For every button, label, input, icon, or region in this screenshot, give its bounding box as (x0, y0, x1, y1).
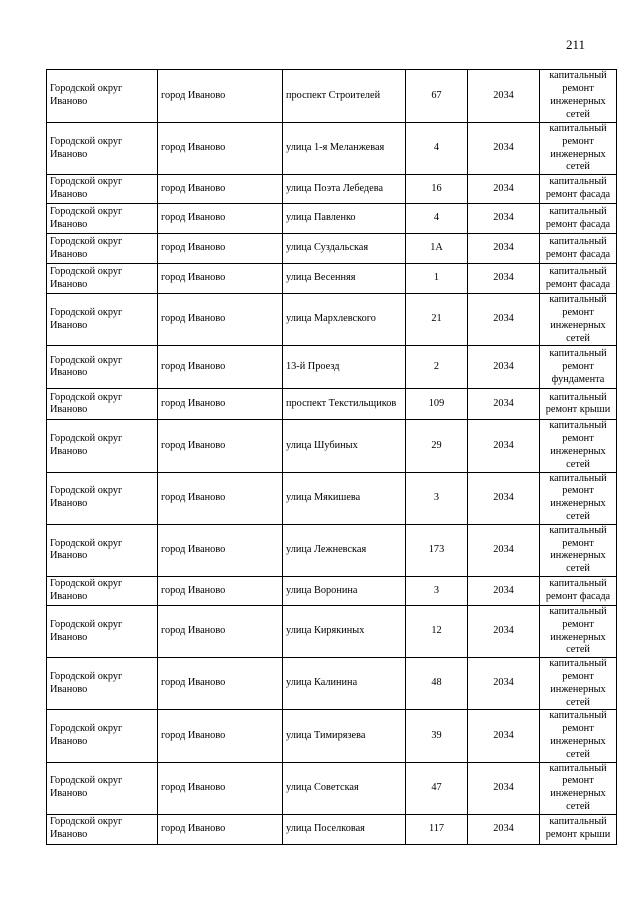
municipality-cell: Городской округ Иваново (47, 472, 158, 524)
house-number-cell: 109 (406, 389, 468, 420)
settlement-cell: город Иваново (158, 524, 283, 576)
table-row (47, 234, 617, 264)
table-row (47, 605, 617, 657)
year-cell: 2034 (468, 234, 540, 264)
street-cell: улица Советская (283, 762, 406, 814)
house-number-cell: 29 (406, 420, 468, 472)
work-type-cell: капитальный ремонт инженерных сетей (540, 524, 617, 576)
street-cell: улица Воронина (283, 576, 406, 605)
municipality-cell: Городской округ Иваново (47, 123, 158, 175)
year-cell: 2034 (468, 472, 540, 524)
street-cell: проспект Текстильщиков (283, 389, 406, 420)
table-row (47, 346, 617, 389)
municipality-cell: Городской округ Иваново (47, 420, 158, 472)
house-number-cell: 3 (406, 576, 468, 605)
year-cell: 2034 (468, 346, 540, 389)
registry-table (46, 69, 617, 845)
table-row (47, 264, 617, 294)
settlement-cell: город Иваново (158, 346, 283, 389)
settlement-cell: город Иваново (158, 658, 283, 710)
settlement-cell: город Иваново (158, 204, 283, 234)
year-cell: 2034 (468, 70, 540, 123)
work-type-cell: капитальный ремонт фасада (540, 204, 617, 234)
house-number-cell: 1 (406, 264, 468, 294)
work-type-cell: капитальный ремонт инженерных сетей (540, 294, 617, 346)
year-cell: 2034 (468, 524, 540, 576)
house-number-cell: 2 (406, 346, 468, 389)
municipality-cell: Городской округ Иваново (47, 576, 158, 605)
house-number-cell: 47 (406, 762, 468, 814)
street-cell: улица Мякишева (283, 472, 406, 524)
house-number-cell: 3 (406, 472, 468, 524)
house-number-cell: 1А (406, 234, 468, 264)
municipality-cell: Городской округ Иваново (47, 234, 158, 264)
house-number-cell: 48 (406, 658, 468, 710)
table-row (47, 70, 617, 123)
municipality-cell: Городской округ Иваново (47, 175, 158, 204)
house-number-cell: 12 (406, 605, 468, 657)
house-number-cell: 4 (406, 123, 468, 175)
year-cell: 2034 (468, 294, 540, 346)
street-cell: улица Тимирязева (283, 710, 406, 762)
work-type-cell: капитальный ремонт инженерных сетей (540, 420, 617, 472)
year-cell: 2034 (468, 389, 540, 420)
street-cell: улица Весенняя (283, 264, 406, 294)
street-cell: улица Суздальская (283, 234, 406, 264)
table-row (47, 710, 617, 762)
year-cell: 2034 (468, 762, 540, 814)
work-type-cell: капитальный ремонт инженерных сетей (540, 762, 617, 814)
house-number-cell: 4 (406, 204, 468, 234)
street-cell: улица Павленко (283, 204, 406, 234)
street-cell: улица Лежневская (283, 524, 406, 576)
table-row (47, 524, 617, 576)
settlement-cell: город Иваново (158, 814, 283, 844)
work-type-cell: капитальный ремонт инженерных сетей (540, 70, 617, 123)
table-row (47, 420, 617, 472)
settlement-cell: город Иваново (158, 420, 283, 472)
table-row (47, 814, 617, 844)
table-row (47, 123, 617, 175)
municipality-cell: Городской округ Иваново (47, 346, 158, 389)
page-number: 211 (566, 37, 586, 52)
settlement-cell: город Иваново (158, 294, 283, 346)
street-cell: улица Мархлевского (283, 294, 406, 346)
house-number-cell: 67 (406, 70, 468, 123)
year-cell: 2034 (468, 264, 540, 294)
year-cell: 2034 (468, 605, 540, 657)
street-cell: улица Кирякиных (283, 605, 406, 657)
settlement-cell: город Иваново (158, 576, 283, 605)
year-cell: 2034 (468, 814, 540, 844)
work-type-cell: капитальный ремонт фасада (540, 264, 617, 294)
house-number-cell: 173 (406, 524, 468, 576)
settlement-cell: город Иваново (158, 70, 283, 123)
settlement-cell: город Иваново (158, 762, 283, 814)
year-cell: 2034 (468, 658, 540, 710)
table-row (47, 472, 617, 524)
table-row (47, 204, 617, 234)
year-cell: 2034 (468, 204, 540, 234)
municipality-cell: Городской округ Иваново (47, 70, 158, 123)
settlement-cell: город Иваново (158, 175, 283, 204)
house-number-cell: 117 (406, 814, 468, 844)
work-type-cell: капитальный ремонт крыши (540, 389, 617, 420)
work-type-cell: капитальный ремонт инженерных сетей (540, 710, 617, 762)
settlement-cell: город Иваново (158, 472, 283, 524)
table-row (47, 658, 617, 710)
street-cell: улица Калинина (283, 658, 406, 710)
municipality-cell: Городской округ Иваново (47, 524, 158, 576)
year-cell: 2034 (468, 576, 540, 605)
municipality-cell: Городской округ Иваново (47, 814, 158, 844)
table-row (47, 389, 617, 420)
municipality-cell: Городской округ Иваново (47, 762, 158, 814)
year-cell: 2034 (468, 175, 540, 204)
settlement-cell: город Иваново (158, 389, 283, 420)
street-cell: улица Шубиных (283, 420, 406, 472)
work-type-cell: капитальный ремонт инженерных сетей (540, 605, 617, 657)
municipality-cell: Городской округ Иваново (47, 204, 158, 234)
house-number-cell: 21 (406, 294, 468, 346)
table-row (47, 175, 617, 204)
year-cell: 2034 (468, 420, 540, 472)
street-cell: улица 1-я Меланжевая (283, 123, 406, 175)
work-type-cell: капитальный ремонт фундамента (540, 346, 617, 389)
work-type-cell: капитальный ремонт инженерных сетей (540, 658, 617, 710)
work-type-cell: капитальный ремонт крыши (540, 814, 617, 844)
work-type-cell: капитальный ремонт инженерных сетей (540, 472, 617, 524)
work-type-cell: капитальный ремонт фасада (540, 576, 617, 605)
settlement-cell: город Иваново (158, 710, 283, 762)
table-row (47, 294, 617, 346)
street-cell: 13-й Проезд (283, 346, 406, 389)
street-cell: проспект Строителей (283, 70, 406, 123)
municipality-cell: Городской округ Иваново (47, 605, 158, 657)
year-cell: 2034 (468, 710, 540, 762)
settlement-cell: город Иваново (158, 264, 283, 294)
settlement-cell: город Иваново (158, 234, 283, 264)
municipality-cell: Городской округ Иваново (47, 710, 158, 762)
municipality-cell: Городской округ Иваново (47, 264, 158, 294)
municipality-cell: Городской округ Иваново (47, 294, 158, 346)
work-type-cell: капитальный ремонт фасада (540, 234, 617, 264)
settlement-cell: город Иваново (158, 605, 283, 657)
house-number-cell: 16 (406, 175, 468, 204)
street-cell: улица Поэта Лебедева (283, 175, 406, 204)
house-number-cell: 39 (406, 710, 468, 762)
year-cell: 2034 (468, 123, 540, 175)
work-type-cell: капитальный ремонт инженерных сетей (540, 123, 617, 175)
table-row (47, 762, 617, 814)
settlement-cell: город Иваново (158, 123, 283, 175)
table-row (47, 576, 617, 605)
municipality-cell: Городской округ Иваново (47, 389, 158, 420)
municipality-cell: Городской округ Иваново (47, 658, 158, 710)
work-type-cell: капитальный ремонт фасада (540, 175, 617, 204)
street-cell: улица Поселковая (283, 814, 406, 844)
